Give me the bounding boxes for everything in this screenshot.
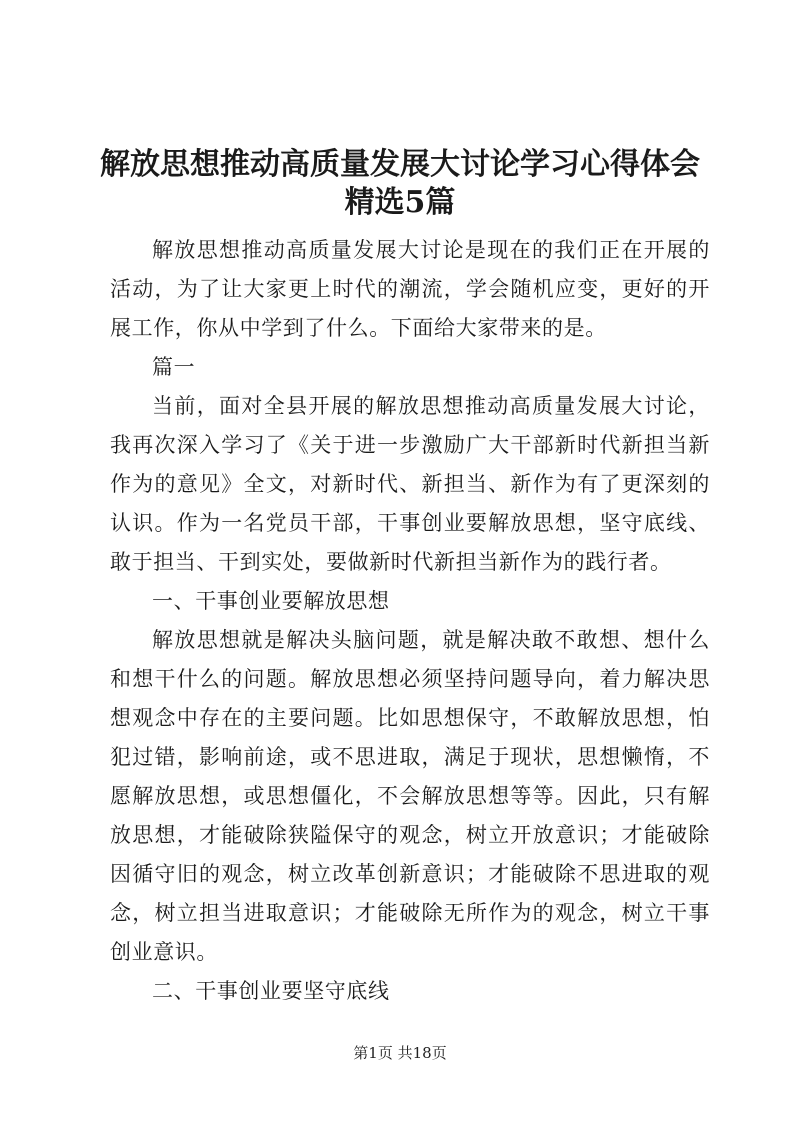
intro-paragraph: 解放思想推动高质量发展大讨论是现在的我们正在开展的活动，为了让大家更上时代的潮流，学会随机应变，更好的开展工作，你从中学到了什么。下面给大家带来的是。: [110, 238, 710, 340]
subsection-heading: 一、干事创业要解放思想: [152, 589, 390, 613]
document-title-line-1: 解放思想推动高质量发展大讨论学习心得体会: [100, 147, 700, 182]
body-paragraph: 当前，面对全县开展的解放思想推动高质量发展大讨论，我再次深入学习了《关于进一步激励广大干部新时代新担当新作为的意见》全文，对新时代、新担当、新作为有了更深刻的认识。作为一名党员干部，干事创业要解放思想，坚守底线、敢于担当、干到实处，要做新时代新担当新作为的践行者。: [110, 394, 710, 574]
document-title-line-2: 精选5篇: [344, 185, 456, 220]
body-paragraph: 解放思想就是解决头脑问题，就是解决敢不敢想、想什么和想干什么的问题。解放思想必须坚持问题导向，着力解决思想观念中存在的主要问题。比如思想保守，不敢解放思想，怕犯过错，影响前途，或不思进取，满足于现状，思想懒惰，不愿解放思想，或思想僵化，不会解放思想等等。因此，只有解放思想，才能破除狭隘保守的观念，树立开放意识；才能破除因循守旧的观念，树立改革创新意识；才能破除不思进取的观念，树立担当进取意识；才能破除无所作为的观念，树立干事创业意识。: [110, 628, 710, 964]
page-footer: 第1页 共18页: [353, 1044, 447, 1062]
section-heading-part-one: 篇一: [152, 355, 196, 379]
subsection-heading: 二、干事创业要坚守底线: [152, 979, 390, 1003]
document-body: [110, 231, 710, 1011]
